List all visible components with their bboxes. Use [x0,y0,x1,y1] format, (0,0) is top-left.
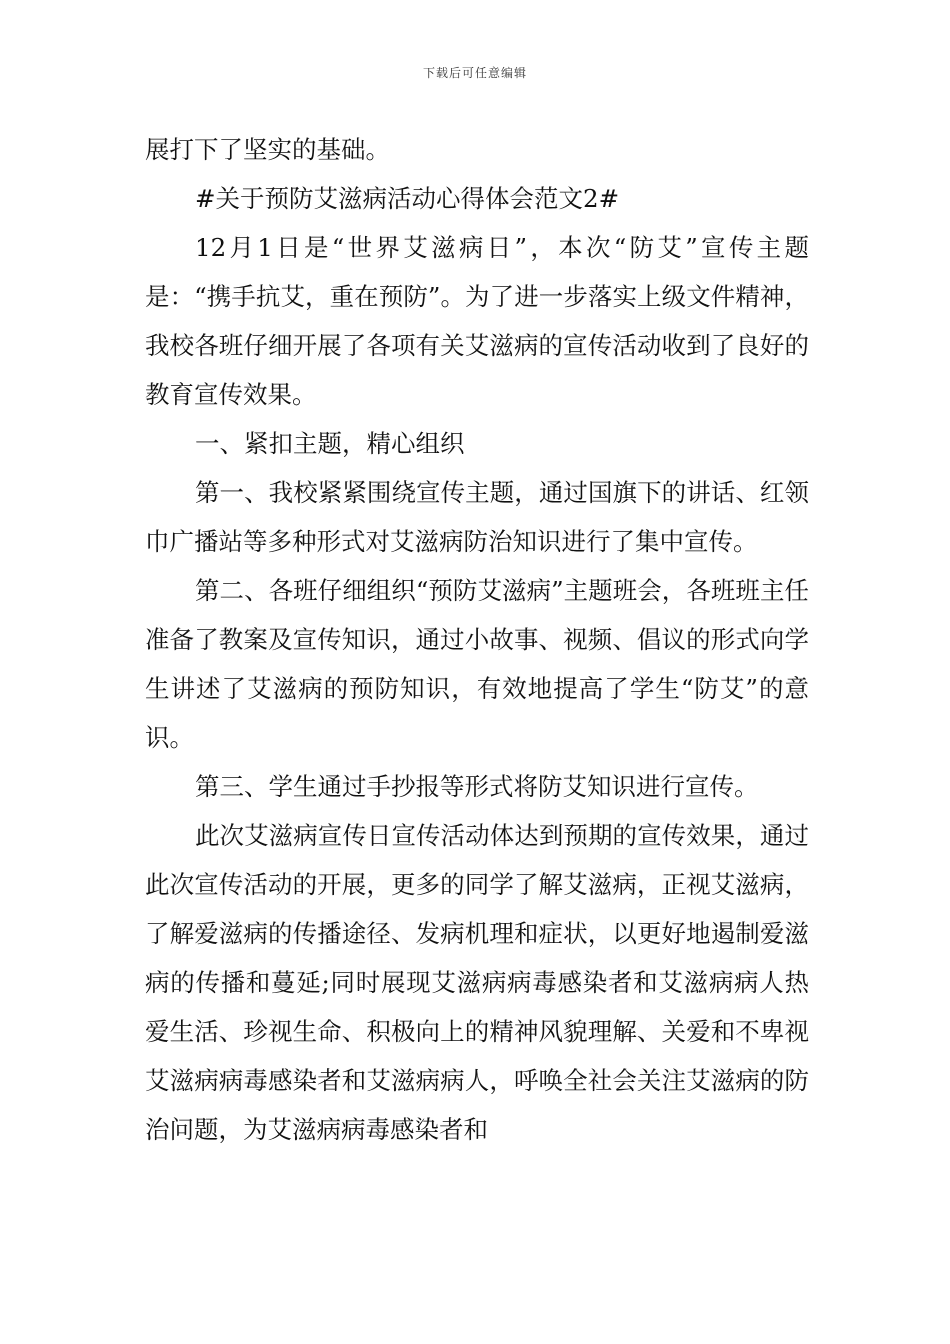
paragraph: 此次艾滋病宣传日宣传活动体达到预期的宣传效果，通过此次宣传活动的开展，更多的同学了解艾滋病，正视艾滋病，了解爱滋病的传播途径、发病机理和症状，以更好地遏制爱滋病的传播和蔓延;同时展现艾滋病病毒感染者和艾滋病病人热爱生活、珍视生命、积极向上的精神风貌理解、关爱和不卑视艾滋病病毒感染者和艾滋病病人，呼唤全社会关注艾滋病的防治问题，为艾滋病病毒感染者和 [145,821,809,1144]
document-body [145,125,809,1154]
paragraph-continuation: 展打下了坚实的基础。 [145,135,390,164]
paragraph: 第二、各班仔细组织“预防艾滋病”主题班会，各班班主任准备了教案及宣传知识，通过小故事、视频、倡议的形式向学生讲述了艾滋病的预防知识，有效地提高了学生“防艾”的意识。 [145,576,809,752]
header-note: 下载后可任意编辑 [422,66,527,80]
paragraph: 第三、学生通过手抄报等形式将防艾知识进行宣传。 [195,772,759,801]
subheading: 一、紧扣主题，精心组织 [195,429,465,458]
section-heading: #关于预防艾滋病活动心得体会范文2# [195,184,620,213]
paragraph: 12月1日是“世界艾滋病日”，本次“防艾”宣传主题是：“携手抗艾，重在预防”。为了进一步落实上级文件精神，我校各班仔细开展了各项有关艾滋病的宣传活动收到了良好的教育宣传效果。 [145,233,809,409]
paragraph: 第一、我校紧紧围绕宣传主题，通过国旗下的讲话、红领巾广播站等多种形式对艾滋病防治知识进行了集中宣传。 [145,478,809,556]
